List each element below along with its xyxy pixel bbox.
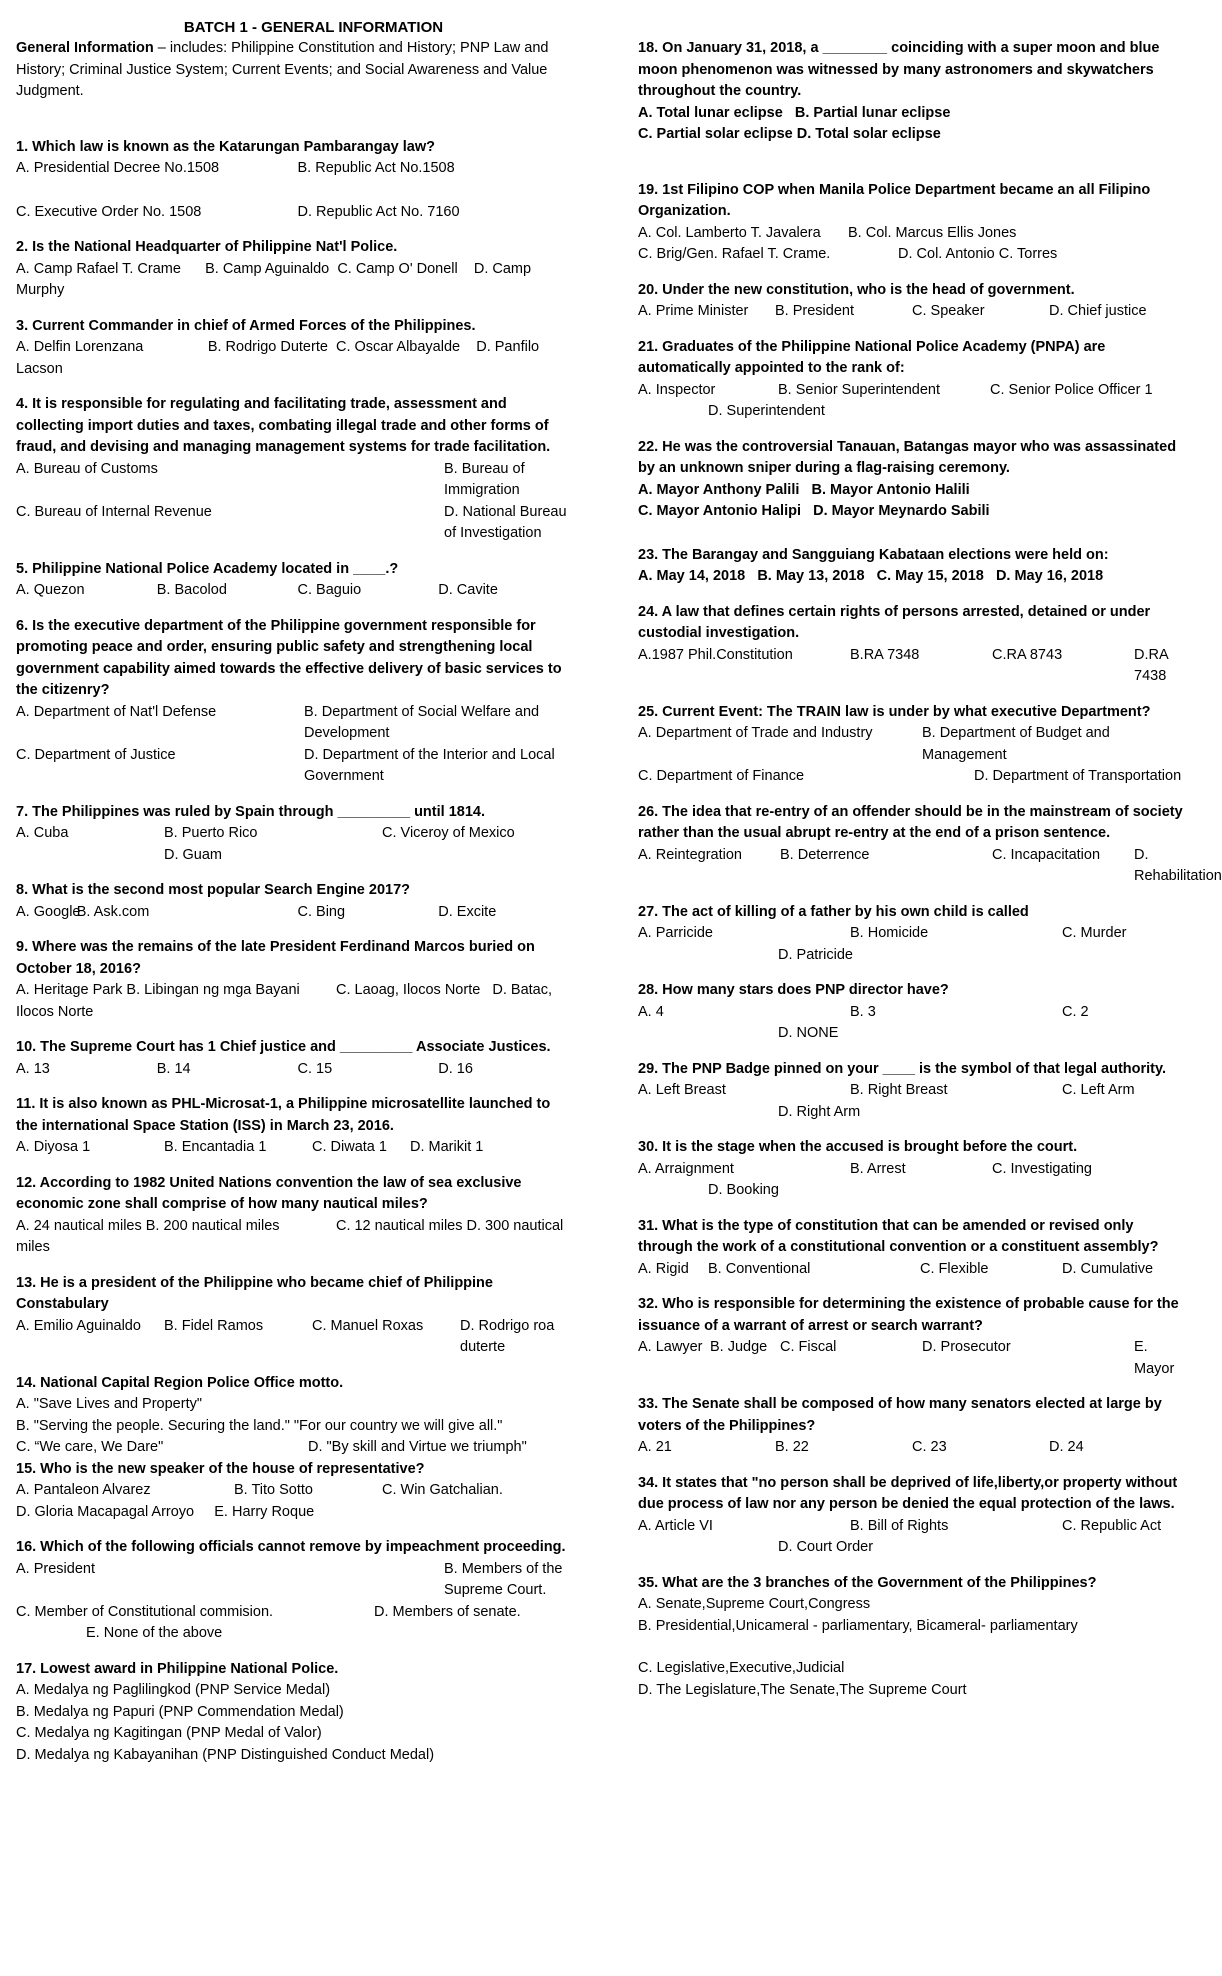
option-c: C. Investigating [992, 1160, 1092, 1177]
question-26 [638, 802, 1222, 888]
question-text: 20. Under the new constitution, who is the head of government. [638, 281, 1075, 298]
option-b: B. Bureau of Immigration [444, 460, 525, 498]
question-text: 28. How many stars does PNP director have? [638, 982, 949, 998]
question-24 [638, 602, 1186, 688]
option-c: C. Republic Act [1062, 1517, 1162, 1534]
question-text: 32. Who is responsible for determining the existence of probable cause for the issuance of a warrant of arrest or search warrant? [638, 1296, 1179, 1334]
option-d: D. Republic Act No. 7160 [297, 203, 460, 220]
option-a: A. Col. Lamberto T. Javalera [638, 224, 821, 241]
option-d: D. 300 nautical miles [16, 1217, 564, 1255]
option-a: A. May 14, 2018 [638, 568, 746, 584]
option-a: A. Medalya ng Paglilingkod (PNP Service Medal) [16, 1682, 331, 1698]
question-text: 8. What is the second most popular Search Engine 2017? [16, 882, 411, 898]
option-c: C. Flexible [920, 1260, 989, 1277]
question-20 [638, 280, 1186, 323]
option-b: B. Right Breast [850, 1082, 948, 1098]
question-text: 19. 1st Filipino COP when Manila Police Department became an all Filipino Organization. [638, 181, 1151, 219]
option-a: A. 13 [16, 1060, 50, 1077]
option-d: D. Department of Transportation [974, 768, 1182, 784]
option-c: C. Senior Police Officer 1 [990, 381, 1153, 398]
option-a: A. Quezon [16, 582, 85, 598]
option-a: A. Left Breast [638, 1082, 726, 1098]
question-text: 11. It is also known as PHL-Microsat-1, a Philippine microsatellite launched to the international Space Station (ISS) in March 23, 2016. [16, 1096, 551, 1134]
option-d: D. Guam [164, 846, 223, 863]
option-c: C. Legislative,Executive,Judicial [638, 1660, 845, 1676]
right-column [638, 38, 1222, 1715]
option-c: C. Member of Constitutional commision. [16, 1603, 274, 1620]
option-d: D. Batac, Ilocos Norte [16, 982, 553, 1020]
option-b: B. Encantadia 1 [164, 1139, 267, 1155]
option-c: C.RA 8743 [992, 646, 1063, 663]
option-d: D. Chief justice [1049, 303, 1147, 319]
option-a: A. Lawyer [638, 1339, 703, 1355]
option-b: B. Deterrence [780, 846, 870, 863]
option-d: D. Panfilo Lacson [16, 339, 540, 377]
option-a: A. Arraignment [638, 1160, 734, 1177]
intro-paragraph [16, 38, 571, 103]
question-31 [638, 1216, 1186, 1281]
question-28 [638, 980, 1186, 1045]
option-a: A. Pantaleon Alvarez [16, 1482, 151, 1498]
question-33 [638, 1394, 1186, 1459]
question-30 [638, 1137, 1186, 1202]
question-18 [638, 38, 1186, 146]
option-b: B. Rodrigo Duterte [207, 339, 328, 355]
question-11 [16, 1094, 571, 1159]
option-b: B. 200 nautical miles [145, 1217, 280, 1234]
question-text: 14. National Capital Region Police Office motto. [16, 1374, 344, 1391]
question-25 [638, 702, 1186, 788]
intro-label: General Information [16, 40, 154, 56]
option-b: B. Bill of Rights [850, 1517, 949, 1534]
option-c: C. Camp O' Donell [337, 260, 458, 277]
option-c: C. Oscar Albayalde [335, 339, 461, 355]
option-a: A. Parricide [638, 925, 713, 941]
option-d: D. Prosecutor [922, 1339, 1011, 1355]
option-c: C. Mayor Antonio Halipi [638, 503, 801, 519]
question-35 [638, 1573, 1186, 1702]
option-c: C. Partial solar eclipse [638, 126, 793, 142]
option-d: D. Patricide [778, 946, 853, 963]
option-b: B. Department of Budget and Management [922, 725, 1110, 763]
option-a: A. Senate,Supreme Court,Congress [638, 1596, 871, 1612]
question-text: 12. According to 1982 United Nations convention the law of sea exclusive economic zone shall comprise of how many nautical miles? [16, 1174, 522, 1212]
question-text: 35. What are the 3 branches of the Government of the Philippines? [638, 1574, 1097, 1591]
question-17 [16, 1659, 571, 1767]
question-text: 1. Which law is known as the Katarungan Pambarangay law? [16, 138, 435, 155]
option-c: C. Executive Order No. 1508 [16, 203, 202, 220]
question-text: 34. It states that "no person shall be deprived of life,liberty,or property without due process of law nor any person be denied the equal protection of the laws. [638, 1474, 1178, 1512]
option-c: C. Win Gatchalian. [382, 1482, 503, 1498]
option-d: D. Department of the Interior and Local Government [304, 746, 555, 784]
option-a: A. Department of Nat'l Defense [16, 703, 217, 720]
option-a: A. "Save Lives and Property" [16, 1396, 203, 1412]
question-text: 25. Current Event: The TRAIN law is under by what executive Department? [638, 703, 1151, 720]
option-b: B. Ask.com [76, 903, 150, 920]
option-e: E. Mayor [1134, 1339, 1175, 1377]
option-b: B. Senior Superintendent [778, 381, 941, 398]
question-text: 24. A law that defines certain rights of persons arrested, detained or under custodial investigation. [638, 603, 1151, 641]
question-34 [638, 1473, 1186, 1559]
question-text: 33. The Senate shall be composed of how many senators elected at large by voters of the Philippines? [638, 1396, 1162, 1434]
option-c: C. Department of Finance [638, 768, 805, 784]
option-b: B. Camp Aguinaldo [205, 260, 330, 277]
option-d: D. Camp Murphy [16, 260, 532, 298]
question-text: 30. It is the stage when the accused is brought before the court. [638, 1139, 1078, 1155]
question-19 [638, 180, 1186, 266]
question-text: 6. Is the executive department of the Philippine government responsible for promoting peace and order, ensuring public safety and strengthening local government capability aimed towards the effective delivery of basic services to the citizenry? [16, 617, 562, 698]
question-1 [16, 137, 571, 224]
option-d: D. Excite [438, 903, 497, 920]
intro-text: – includes: Philippine Constitution and History; PNP Law and History; Criminal Justice System; Current Events; and Social Awareness and Value Judgment. [16, 40, 549, 99]
option-c: C. Fiscal [780, 1339, 837, 1355]
option-c: C. May 15, 2018 [876, 568, 984, 584]
option-a: A. Article VI [638, 1517, 713, 1534]
question-text: 13. He is a president of the Philippine who became chief of Philippine Constabulary [16, 1274, 493, 1312]
option-b: B. Homicide [850, 925, 929, 941]
question-10 [16, 1037, 571, 1080]
option-a: A. Emilio Aguinaldo [16, 1317, 141, 1334]
option-c: C. 12 nautical miles [335, 1217, 463, 1234]
option-b: B. 14 [156, 1060, 191, 1077]
question-8 [16, 880, 571, 923]
option-a: A. Camp Rafael T. Crame [16, 260, 181, 277]
option-d: D. Medalya ng Kabayanihan (PNP Distinguished Conduct Medal) [16, 1746, 435, 1763]
option-c: C. Medalya ng Kagitingan (PNP Medal of Valor) [16, 1725, 322, 1741]
question-21 [638, 337, 1186, 423]
question-text: 26. The idea that re-entry of an offender should be in the mainstream of society rather than the usual abrupt re-entry at the end of a prison sentence. [638, 803, 1183, 841]
question-4 [16, 394, 571, 545]
option-d: D. The Legislature,The Senate,The Supreme Court [638, 1681, 967, 1698]
question-13 [16, 1273, 571, 1359]
question-22 [638, 437, 1186, 523]
option-d: D. Rodrigo roa duterte [460, 1317, 555, 1355]
question-text: 18. On January 31, 2018, a ________ coinciding with a super moon and blue moon phenomenon was witnessed by many astronomers and skywatchers throughout the country. [638, 40, 1160, 99]
option-e: E. Harry Roque [214, 1503, 315, 1520]
question-16 [16, 1537, 571, 1645]
question-15 [16, 1459, 571, 1524]
option-b: B. Tito Sotto [234, 1482, 313, 1498]
option-d: D. National Bureau of Investigation [444, 503, 567, 541]
option-b: B. May 13, 2018 [757, 568, 865, 584]
option-c: C. Bing [297, 903, 346, 920]
question-text: 10. The Supreme Court has 1 Chief justice and _________ Associate Justices. [16, 1039, 551, 1055]
option-d: D. Booking [708, 1182, 779, 1198]
option-b: B. Republic Act No.1508 [297, 160, 455, 176]
option-d: D. Mayor Meynardo Sabili [813, 503, 990, 519]
option-b: B. 22 [775, 1439, 809, 1455]
option-d: D. 16 [438, 1060, 473, 1077]
option-b: B. Bacolod [156, 582, 227, 598]
question-3 [16, 316, 571, 381]
option-e: E. None of the above [86, 1625, 223, 1641]
question-text: 17. Lowest award in Philippine National Police. [16, 1660, 339, 1677]
option-c: C. 2 [1062, 1003, 1089, 1020]
option-c: C. 23 [912, 1439, 947, 1455]
option-a: A. Cuba [16, 825, 69, 841]
question-23 [638, 545, 1186, 588]
question-6 [16, 616, 571, 788]
option-d: D. Total solar eclipse [796, 126, 941, 142]
option-a: A. Delfin Lorenzana [16, 339, 144, 355]
question-9 [16, 937, 571, 1023]
question-text: 15. Who is the new speaker of the house of representative? [16, 1460, 425, 1477]
option-a: A. Rigid [638, 1260, 689, 1277]
option-c: C. Murder [1062, 925, 1127, 941]
option-d: D. Members of senate. [374, 1603, 521, 1620]
option-c: C. Laoag, Ilocos Norte [336, 982, 481, 998]
option-d: D. 24 [1049, 1439, 1084, 1455]
option-b: B. Libingan ng mga Bayani [126, 982, 300, 998]
left-column [16, 14, 571, 1780]
option-b: B. Partial lunar eclipse [794, 104, 951, 121]
option-d: D. Marikit 1 [410, 1139, 484, 1155]
option-d: D. NONE [778, 1025, 839, 1041]
option-c: C. Baguio [297, 582, 362, 598]
option-a: A. Diyosa 1 [16, 1139, 91, 1155]
option-b: B. Presidential,Unicameral - parliamentary, Bicameral- parliamentary [638, 1617, 1078, 1634]
question-7 [16, 802, 571, 867]
option-a: A. Reintegration [638, 846, 742, 863]
question-text: 21. Graduates of the Philippine National Police Academy (PNPA) are automatically appointed to the rank of: [638, 338, 1106, 376]
question-text: 3. Current Commander in chief of Armed Forces of the Philippines. [16, 317, 476, 334]
option-b: B. Arrest [850, 1160, 906, 1177]
page-title: BATCH 1 - GENERAL INFORMATION [183, 19, 444, 36]
option-d: D. Cavite [438, 582, 498, 598]
question-text: 27. The act of killing of a father by his own child is called [638, 903, 1029, 920]
option-d: D.RA 7438 [1134, 646, 1168, 684]
question-29 [638, 1059, 1186, 1124]
option-a: A. President [16, 1560, 95, 1577]
option-c: C. Manuel Roxas [312, 1317, 424, 1334]
option-a: A. Presidential Decree No.1508 [16, 160, 220, 176]
question-text: 2. Is the National Headquarter of Philippine Nat'l Police. [16, 239, 398, 255]
option-a: A. Google [16, 903, 81, 920]
question-text: 9. Where was the remains of the late President Ferdinand Marcos buried on October 18, 2016? [16, 939, 535, 977]
option-b: B. Conventional [708, 1260, 811, 1277]
question-27 [638, 902, 1186, 967]
option-c: C. Incapacitation [992, 846, 1101, 863]
question-12 [16, 1173, 571, 1259]
option-a: A.1987 Phil.Constitution [638, 646, 793, 663]
option-a: A. Mayor Anthony Palili [638, 481, 800, 498]
option-a: A. Heritage Park [16, 982, 123, 998]
option-d: D. Superintendent [708, 403, 825, 419]
option-a: A. 21 [638, 1439, 672, 1455]
option-d: D. Gloria Macapagal Arroyo [16, 1503, 195, 1520]
question-32 [638, 1294, 1186, 1380]
option-a: A. 4 [638, 1003, 664, 1020]
option-b: B. Col. Marcus Ellis Jones [848, 224, 1017, 241]
question-text: 23. The Barangay and Sangguiang Kabataan elections were held on: [638, 546, 1109, 563]
question-2 [16, 237, 571, 302]
option-c: C. “We care, We Dare" [16, 1439, 164, 1455]
question-14 [16, 1373, 571, 1459]
option-b: B. Department of Social Welfare and Development [304, 703, 540, 741]
option-c: C. Viceroy of Mexico [382, 825, 515, 841]
question-text: 29. The PNP Badge pinned on your ____ is the symbol of that legal authority. [638, 1060, 1167, 1077]
option-b: B. President [775, 303, 854, 319]
option-b: B. "Serving the people. Securing the land." "For our country we will give all." [16, 1417, 503, 1434]
option-c: C. Brig/Gen. Rafael T. Crame. [638, 246, 831, 262]
option-b: B. Medalya ng Papuri (PNP Commendation Medal) [16, 1703, 344, 1720]
option-c: C. Department of Justice [16, 746, 176, 763]
option-b: B. Fidel Ramos [164, 1317, 264, 1334]
question-text: 22. He was the controversial Tanauan, Batangas mayor who was assassinated by an unknown sniper during a flag-raising ceremony. [638, 438, 1177, 476]
option-a: A. Total lunar eclipse [638, 104, 783, 121]
question-text: 31. What is the type of constitution that can be amended or revised only through the work of a constitutional convention or a constituent assembly? [638, 1217, 1159, 1255]
option-d: D. Rehabilitation [1134, 846, 1222, 884]
option-b: B. Mayor Antonio Halili [811, 481, 970, 498]
question-5 [16, 559, 571, 602]
option-c: C. Speaker [912, 303, 985, 319]
option-b: B. Puerto Rico [164, 825, 258, 841]
option-d: D. May 16, 2018 [995, 568, 1104, 584]
option-b: B. Judge [710, 1339, 768, 1355]
option-b: B. Members of the Supreme Court. [444, 1560, 563, 1598]
option-c: C. Diwata 1 [312, 1139, 387, 1155]
option-d: D. Col. Antonio C. Torres [898, 246, 1058, 262]
option-d: D. "By skill and Virtue we triumph" [308, 1439, 527, 1455]
question-text: 4. It is responsible for regulating and facilitating trade, assessment and collecting import duties and taxes, combating illegal trade and other forms of fraud, and devising and managing management systems for trade facilitation. [16, 396, 551, 455]
option-d: D. Cumulative [1062, 1260, 1154, 1277]
question-text: 16. Which of the following officials cannot remove by impeachment proceeding. [16, 1539, 566, 1555]
option-a: A. Department of Trade and Industry [638, 725, 873, 741]
option-a: A. Bureau of Customs [16, 460, 158, 477]
option-c: C. 15 [297, 1060, 333, 1077]
question-text: 5. Philippine National Police Academy located in ____.? [16, 560, 399, 577]
option-a: A. 24 nautical miles [16, 1217, 142, 1234]
option-a: A. Prime Minister [638, 303, 749, 319]
option-b: B. 3 [850, 1003, 876, 1020]
option-a: A. Inspector [638, 381, 716, 398]
option-c: C. Bureau of Internal Revenue [16, 503, 212, 520]
option-d: D. Court Order [778, 1539, 874, 1555]
question-text: 7. The Philippines was ruled by Spain through _________ until 1814. [16, 803, 485, 820]
option-c: C. Left Arm [1062, 1082, 1135, 1098]
option-d: D. Right Arm [778, 1103, 861, 1120]
option-b: B.RA 7348 [850, 646, 920, 663]
